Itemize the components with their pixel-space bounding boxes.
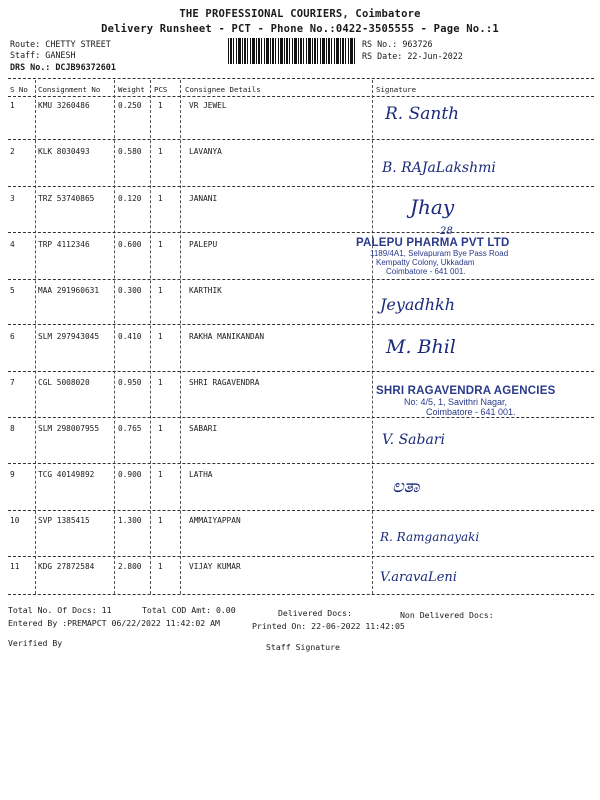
row-rule	[8, 139, 594, 140]
row-consignment: KDG 27872584	[38, 562, 95, 571]
row-sno: 9	[10, 470, 15, 479]
row-weight: 0.120	[118, 194, 142, 203]
col-consignment: Consignment No	[38, 85, 101, 94]
stamp-title: PALEPU PHARMA PVT LTD	[356, 237, 510, 249]
row-weight: 2.800	[118, 562, 142, 571]
row-consignment: SVP 1385415	[38, 516, 90, 525]
row-pcs: 1	[158, 286, 163, 295]
row-pcs: 1	[158, 516, 163, 525]
row-signature: 28	[440, 226, 453, 237]
stamp-title: SHRI RAGAVENDRA AGENCIES	[376, 385, 556, 397]
row-rule	[8, 324, 594, 325]
row-consignee: LAVANYA	[189, 147, 222, 156]
row-sno: 11	[10, 562, 20, 571]
stamp-address-line: Coimbatore - 641 001.	[386, 267, 466, 276]
stamp-address-line: No: 4/5, 1, Savithri Nagar,	[404, 397, 508, 407]
row-rule	[8, 463, 594, 464]
route-label: Route: CHETTY STREET	[10, 39, 111, 49]
stamp-address-line: 1189/4A1, Selvapuram Bye Pass Road	[370, 249, 509, 258]
col-signature: Signature	[376, 85, 417, 94]
row-weight: 0.300	[118, 286, 142, 295]
row-consignee: VIJAY KUMAR	[189, 562, 241, 571]
row-signature: V. Sabari	[382, 432, 445, 448]
row-pcs: 1	[158, 194, 163, 203]
row-weight: 0.410	[118, 332, 142, 341]
company-stamp	[356, 237, 510, 276]
row-consignment: TCG 40149892	[38, 470, 95, 479]
row-weight: 0.765	[118, 424, 142, 433]
col-pcs: PCS	[154, 85, 168, 94]
row-rule	[8, 232, 594, 233]
row-consignee: SABARI	[189, 424, 218, 433]
row-weight: 0.250	[118, 101, 142, 110]
row-rule	[8, 510, 594, 511]
verified-by: Verified By	[8, 638, 63, 648]
row-signature: Jeyadhkh	[380, 295, 456, 314]
report-subtitle: Delivery Runsheet - PCT - Phone No.:0422-3505555 - Page No.:1	[101, 23, 499, 35]
total-cod: Total COD Amt: 0.00	[142, 605, 236, 615]
col-divider	[150, 80, 151, 594]
row-rule	[8, 556, 594, 557]
row-rule	[8, 371, 594, 372]
row-sno: 4	[10, 240, 15, 249]
row-signature: ಲತಾ	[392, 476, 420, 497]
row-sno: 5	[10, 286, 15, 295]
rs-date: RS Date: 22-Jun-2022	[362, 51, 463, 61]
row-rule	[8, 186, 594, 187]
row-rule	[8, 417, 594, 418]
row-signature: R. Santh	[385, 104, 460, 124]
row-consignee: PALEPU	[189, 240, 218, 249]
report-title: THE PROFESSIONAL COURIERS, Coimbatore	[179, 8, 421, 20]
row-sno: 8	[10, 424, 15, 433]
printed-on: Printed On: 22-06-2022 11:42:05	[252, 621, 405, 631]
row-consignment: CGL 5008020	[38, 378, 90, 387]
row-weight: 0.900	[118, 470, 142, 479]
col-weight: Weight	[118, 85, 145, 94]
row-pcs: 1	[158, 101, 163, 110]
row-consignee: KARTHIK	[189, 286, 222, 295]
row-consignee: SHRI RAGAVENDRA	[189, 378, 260, 387]
row-consignment: TRP 4112346	[38, 240, 90, 249]
row-signature: Jhay	[410, 195, 455, 219]
barcode	[228, 38, 356, 64]
row-sno: 6	[10, 332, 15, 341]
row-sno: 2	[10, 147, 15, 156]
row-pcs: 1	[158, 562, 163, 571]
row-consignee: RAKHA MANIKANDAN	[189, 332, 265, 341]
delivered-docs: Delivered Docs:	[278, 608, 352, 618]
row-signature: R. Ramganayaki	[380, 530, 480, 544]
header-top-rule	[8, 78, 594, 79]
row-consignment: SLM 298007955	[38, 424, 100, 433]
header-bottom-rule	[8, 96, 594, 97]
row-consignment: KMU 3260486	[38, 101, 90, 110]
stamp-address-line: Kempatty Colony, Ukkadam	[376, 258, 475, 267]
row-consignment: SLM 297943045	[38, 332, 100, 341]
row-consignment: KLK 8030493	[38, 147, 90, 156]
row-pcs: 1	[158, 332, 163, 341]
row-consignment: TRZ 53740865	[38, 194, 95, 203]
row-sno: 7	[10, 378, 15, 387]
non-delivered-docs: Non Delivered Docs:	[400, 610, 494, 620]
drs-number: DRS No.: DCJB96372601	[10, 62, 116, 72]
row-weight: 0.580	[118, 147, 142, 156]
table-bottom-rule	[8, 594, 594, 595]
rs-number: RS No.: 963726	[362, 39, 433, 49]
row-rule	[8, 279, 594, 280]
entered-by: Entered By :PREMAPCT 06/22/2022 11:42:02 AM	[8, 618, 220, 628]
row-consignee: AMMAIYAPPAN	[189, 516, 241, 525]
stamp-address-line: Coimbatore - 641 001.	[426, 407, 516, 417]
row-consignee: LATHA	[189, 470, 213, 479]
row-sno: 1	[10, 101, 15, 110]
row-consignment: MAA 291960631	[38, 286, 100, 295]
row-weight: 0.600	[118, 240, 142, 249]
row-pcs: 1	[158, 147, 163, 156]
row-sno: 3	[10, 194, 15, 203]
staff-label: Staff: GANESH	[10, 50, 76, 60]
row-consignee: JANANI	[189, 194, 218, 203]
row-pcs: 1	[158, 424, 163, 433]
col-sno: S No	[10, 85, 28, 94]
row-weight: 0.950	[118, 378, 142, 387]
staff-signature-label: Staff Signature	[266, 642, 340, 652]
col-divider	[372, 80, 373, 594]
company-stamp	[376, 385, 555, 417]
total-docs: Total No. Of Docs: 11	[8, 605, 112, 615]
col-divider	[35, 80, 36, 594]
row-signature: V.aravaLeni	[380, 570, 457, 585]
col-consignee: Consignee Details	[185, 85, 261, 94]
row-pcs: 1	[158, 470, 163, 479]
col-divider	[114, 80, 115, 594]
col-divider	[180, 80, 181, 594]
row-sno: 10	[10, 516, 20, 525]
row-pcs: 1	[158, 240, 163, 249]
row-signature: M. Bhil	[386, 336, 456, 358]
row-signature: B. RAJaLakshmi	[382, 160, 496, 176]
row-consignee: VR JEWEL	[189, 101, 227, 110]
row-weight: 1.300	[118, 516, 142, 525]
row-pcs: 1	[158, 378, 163, 387]
